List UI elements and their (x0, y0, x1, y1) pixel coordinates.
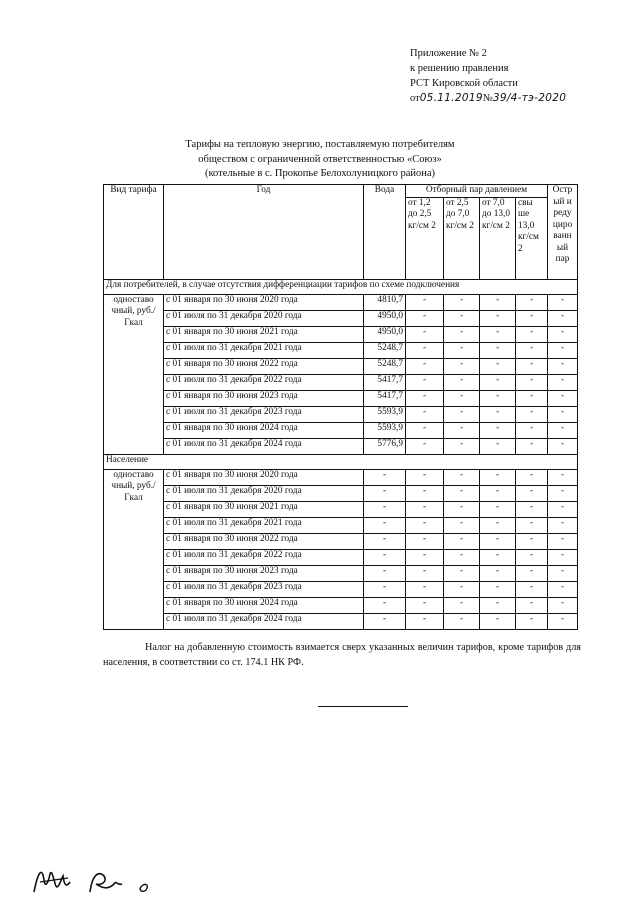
header-pressure-2: от 2,5 до 7,0 кг/см 2 (444, 197, 480, 279)
water-cell: - (364, 517, 406, 533)
steam-value-cell: - (480, 533, 516, 549)
table-row (104, 549, 578, 565)
steam-value-cell: - (480, 469, 516, 485)
steam-value-cell: - (480, 374, 516, 390)
header-kind: Вид тарифа (104, 185, 164, 280)
section-population-label: Население (104, 454, 578, 469)
steam-value-cell: - (548, 533, 578, 549)
annex-date-prefix: от (410, 93, 420, 104)
steam-value-cell: - (444, 326, 480, 342)
water-cell: - (364, 485, 406, 501)
steam-value-cell: - (480, 485, 516, 501)
steam-value-cell: - (516, 310, 548, 326)
steam-value-cell: - (548, 294, 578, 310)
annex-date: 05.11.2019 (419, 92, 483, 104)
period-cell: с 01 января по 30 июня 2020 года (164, 469, 364, 485)
steam-value-cell: - (480, 517, 516, 533)
steam-value-cell: - (516, 422, 548, 438)
period-cell: с 01 июля по 31 декабря 2022 года (164, 374, 364, 390)
steam-value-cell: - (480, 422, 516, 438)
table-row (104, 406, 578, 422)
steam-value-cell: - (516, 358, 548, 374)
steam-value-cell: - (406, 326, 444, 342)
table-row (104, 342, 578, 358)
steam-value-cell: - (480, 390, 516, 406)
water-cell: - (364, 549, 406, 565)
steam-value-cell: - (548, 326, 578, 342)
steam-value-cell: - (548, 469, 578, 485)
steam-value-cell: - (480, 358, 516, 374)
steam-value-cell: - (444, 342, 480, 358)
period-cell: с 01 июля по 31 декабря 2024 года (164, 613, 364, 629)
section-consumers-label: Для потребителей, в случае отсутствия дифференциации тарифов по схеме подключения (104, 279, 578, 294)
period-cell: с 01 января по 30 июня 2023 года (164, 390, 364, 406)
steam-value-cell: - (406, 597, 444, 613)
period-cell: с 01 июля по 31 декабря 2021 года (164, 342, 364, 358)
steam-value-cell: - (406, 549, 444, 565)
steam-value-cell: - (444, 485, 480, 501)
steam-value-cell: - (444, 581, 480, 597)
steam-value-cell: - (548, 485, 578, 501)
steam-value-cell: - (406, 422, 444, 438)
steam-value-cell: - (516, 326, 548, 342)
period-cell: с 01 июля по 31 декабря 2023 года (164, 581, 364, 597)
header-pressure-4: свы ше 13,0 кг/см 2 (516, 197, 548, 279)
table-row (104, 358, 578, 374)
water-cell: 5248,7 (364, 358, 406, 374)
steam-value-cell: - (480, 565, 516, 581)
steam-value-cell: - (444, 517, 480, 533)
table-row (104, 310, 578, 326)
steam-value-cell: - (444, 613, 480, 629)
table-row (104, 517, 578, 533)
table-row (104, 294, 578, 310)
water-cell: - (364, 613, 406, 629)
table-row (104, 422, 578, 438)
consumers-category-label: одноставо чный, руб./Гкал (104, 294, 164, 454)
steam-value-cell: - (406, 390, 444, 406)
steam-value-cell: - (516, 533, 548, 549)
header-steam: Отборный пар давлением (406, 185, 548, 198)
steam-value-cell: - (444, 469, 480, 485)
steam-value-cell: - (406, 438, 444, 454)
steam-value-cell: - (406, 565, 444, 581)
steam-value-cell: - (480, 406, 516, 422)
title-line-2: обществом с ограниченной ответственностью «Союз» (198, 153, 442, 165)
steam-value-cell: - (548, 517, 578, 533)
header-pressure-3: от 7,0 до 13,0 кг/см 2 (480, 197, 516, 279)
steam-value-cell: - (406, 469, 444, 485)
steam-value-cell: - (548, 597, 578, 613)
steam-value-cell: - (548, 406, 578, 422)
water-cell: 5417,7 (364, 374, 406, 390)
steam-value-cell: - (548, 549, 578, 565)
annex-line-3: РСТ Кировской области (410, 78, 518, 89)
steam-value-cell: - (444, 358, 480, 374)
steam-value-cell: - (548, 581, 578, 597)
steam-value-cell: - (406, 342, 444, 358)
steam-value-cell: - (480, 597, 516, 613)
water-cell: - (364, 469, 406, 485)
steam-value-cell: - (406, 517, 444, 533)
steam-value-cell: - (548, 565, 578, 581)
steam-value-cell: - (548, 342, 578, 358)
period-cell: с 01 января по 30 июня 2021 года (164, 501, 364, 517)
period-cell: с 01 июля по 31 декабря 2020 года (164, 485, 364, 501)
steam-value-cell: - (406, 613, 444, 629)
table-row (104, 581, 578, 597)
title-line-1: Тарифы на тепловую энергию, поставляемую потребителям (185, 139, 455, 150)
steam-value-cell: - (516, 549, 548, 565)
closing-rule (318, 706, 408, 707)
header-sharp-steam: Остр ый и реду циро ванн ый пар (548, 185, 578, 280)
steam-value-cell: - (480, 310, 516, 326)
steam-value-cell: - (444, 310, 480, 326)
annex-number: 39/4-тэ-2020 (492, 92, 567, 104)
period-cell: с 01 января по 30 июня 2021 года (164, 326, 364, 342)
steam-value-cell: - (548, 501, 578, 517)
steam-value-cell: - (516, 342, 548, 358)
water-cell: 5776,9 (364, 438, 406, 454)
steam-value-cell: - (444, 406, 480, 422)
period-cell: с 01 июля по 31 декабря 2022 года (164, 549, 364, 565)
water-cell: - (364, 597, 406, 613)
table-row (104, 501, 578, 517)
steam-value-cell: - (444, 374, 480, 390)
steam-value-cell: - (516, 517, 548, 533)
steam-value-cell: - (480, 613, 516, 629)
steam-value-cell: - (444, 438, 480, 454)
steam-value-cell: - (406, 374, 444, 390)
period-cell: с 01 января по 30 июня 2024 года (164, 597, 364, 613)
signature-image (28, 862, 168, 898)
water-cell: - (364, 501, 406, 517)
header-row-1 (104, 185, 578, 198)
title-line-3: (котельные в с. Прокопье Белохолуницкого района) (204, 168, 436, 179)
period-cell: с 01 июля по 31 декабря 2024 года (164, 438, 364, 454)
steam-value-cell: - (444, 597, 480, 613)
water-cell: 5593,9 (364, 422, 406, 438)
steam-value-cell: - (516, 390, 548, 406)
period-cell: с 01 января по 30 июня 2022 года (164, 358, 364, 374)
period-cell: с 01 января по 30 июня 2020 года (164, 294, 364, 310)
steam-value-cell: - (548, 390, 578, 406)
steam-value-cell: - (516, 501, 548, 517)
steam-value-cell: - (444, 422, 480, 438)
steam-value-cell: - (480, 549, 516, 565)
water-cell: - (364, 581, 406, 597)
table-row (104, 438, 578, 454)
steam-value-cell: - (406, 533, 444, 549)
section-population-row (104, 454, 578, 469)
period-cell: с 01 июля по 31 декабря 2020 года (164, 310, 364, 326)
water-cell: - (364, 533, 406, 549)
steam-value-cell: - (480, 501, 516, 517)
annex-line-2: к решению правления (410, 63, 509, 74)
steam-value-cell: - (516, 597, 548, 613)
steam-value-cell: - (548, 422, 578, 438)
steam-value-cell: - (516, 374, 548, 390)
section-consumers-row (104, 279, 578, 294)
steam-value-cell: - (406, 501, 444, 517)
table-row (104, 390, 578, 406)
table-row (104, 326, 578, 342)
header-water: Вода (364, 185, 406, 280)
steam-value-cell: - (548, 374, 578, 390)
water-cell: - (364, 565, 406, 581)
steam-value-cell: - (480, 342, 516, 358)
annex-number-label: № (482, 93, 493, 104)
steam-value-cell: - (444, 294, 480, 310)
table-row (104, 565, 578, 581)
table-row (104, 485, 578, 501)
steam-value-cell: - (548, 613, 578, 629)
vat-note: Налог на добавленную стоимость взимается сверх указанных величин тарифов, кроме тарифов для населения, в соответствии со ст. 174.1 НК РФ. (103, 642, 581, 668)
steam-value-cell: - (480, 326, 516, 342)
water-cell: 5417,7 (364, 390, 406, 406)
steam-value-cell: - (548, 438, 578, 454)
table-row (104, 533, 578, 549)
steam-value-cell: - (406, 310, 444, 326)
tariff-table (103, 184, 578, 630)
header-year: Год (164, 185, 364, 280)
period-cell: с 01 июля по 31 декабря 2021 года (164, 517, 364, 533)
steam-value-cell: - (406, 406, 444, 422)
steam-value-cell: - (516, 406, 548, 422)
steam-value-cell: - (548, 310, 578, 326)
steam-value-cell: - (444, 501, 480, 517)
water-cell: 4810,7 (364, 294, 406, 310)
table-row (104, 469, 578, 485)
steam-value-cell: - (516, 613, 548, 629)
steam-value-cell: - (516, 581, 548, 597)
period-cell: с 01 января по 30 июня 2024 года (164, 422, 364, 438)
steam-value-cell: - (406, 581, 444, 597)
period-cell: с 01 января по 30 июня 2023 года (164, 565, 364, 581)
steam-value-cell: - (516, 294, 548, 310)
steam-value-cell: - (444, 533, 480, 549)
water-cell: 5248,7 (364, 342, 406, 358)
water-cell: 4950,0 (364, 326, 406, 342)
steam-value-cell: - (548, 358, 578, 374)
steam-value-cell: - (480, 581, 516, 597)
annex-block (410, 46, 566, 106)
steam-value-cell: - (516, 485, 548, 501)
table-row (104, 374, 578, 390)
steam-value-cell: - (516, 438, 548, 454)
steam-value-cell: - (516, 469, 548, 485)
annex-date-line (410, 91, 566, 106)
water-cell: 4950,0 (364, 310, 406, 326)
header-pressure-1: от 1,2 до 2,5 кг/см 2 (406, 197, 444, 279)
annex-line-1: Приложение № 2 (410, 48, 487, 59)
table-row (104, 597, 578, 613)
steam-value-cell: - (406, 485, 444, 501)
steam-value-cell: - (480, 294, 516, 310)
steam-value-cell: - (406, 294, 444, 310)
steam-value-cell: - (406, 358, 444, 374)
population-category-label: одноставо чный, руб./Гкал (104, 469, 164, 629)
steam-value-cell: - (444, 390, 480, 406)
table-row (104, 613, 578, 629)
document-title (140, 138, 500, 182)
period-cell: с 01 января по 30 июня 2022 года (164, 533, 364, 549)
period-cell: с 01 июля по 31 декабря 2023 года (164, 406, 364, 422)
steam-value-cell: - (480, 438, 516, 454)
water-cell: 5593,9 (364, 406, 406, 422)
steam-value-cell: - (444, 549, 480, 565)
steam-value-cell: - (516, 565, 548, 581)
steam-value-cell: - (444, 565, 480, 581)
